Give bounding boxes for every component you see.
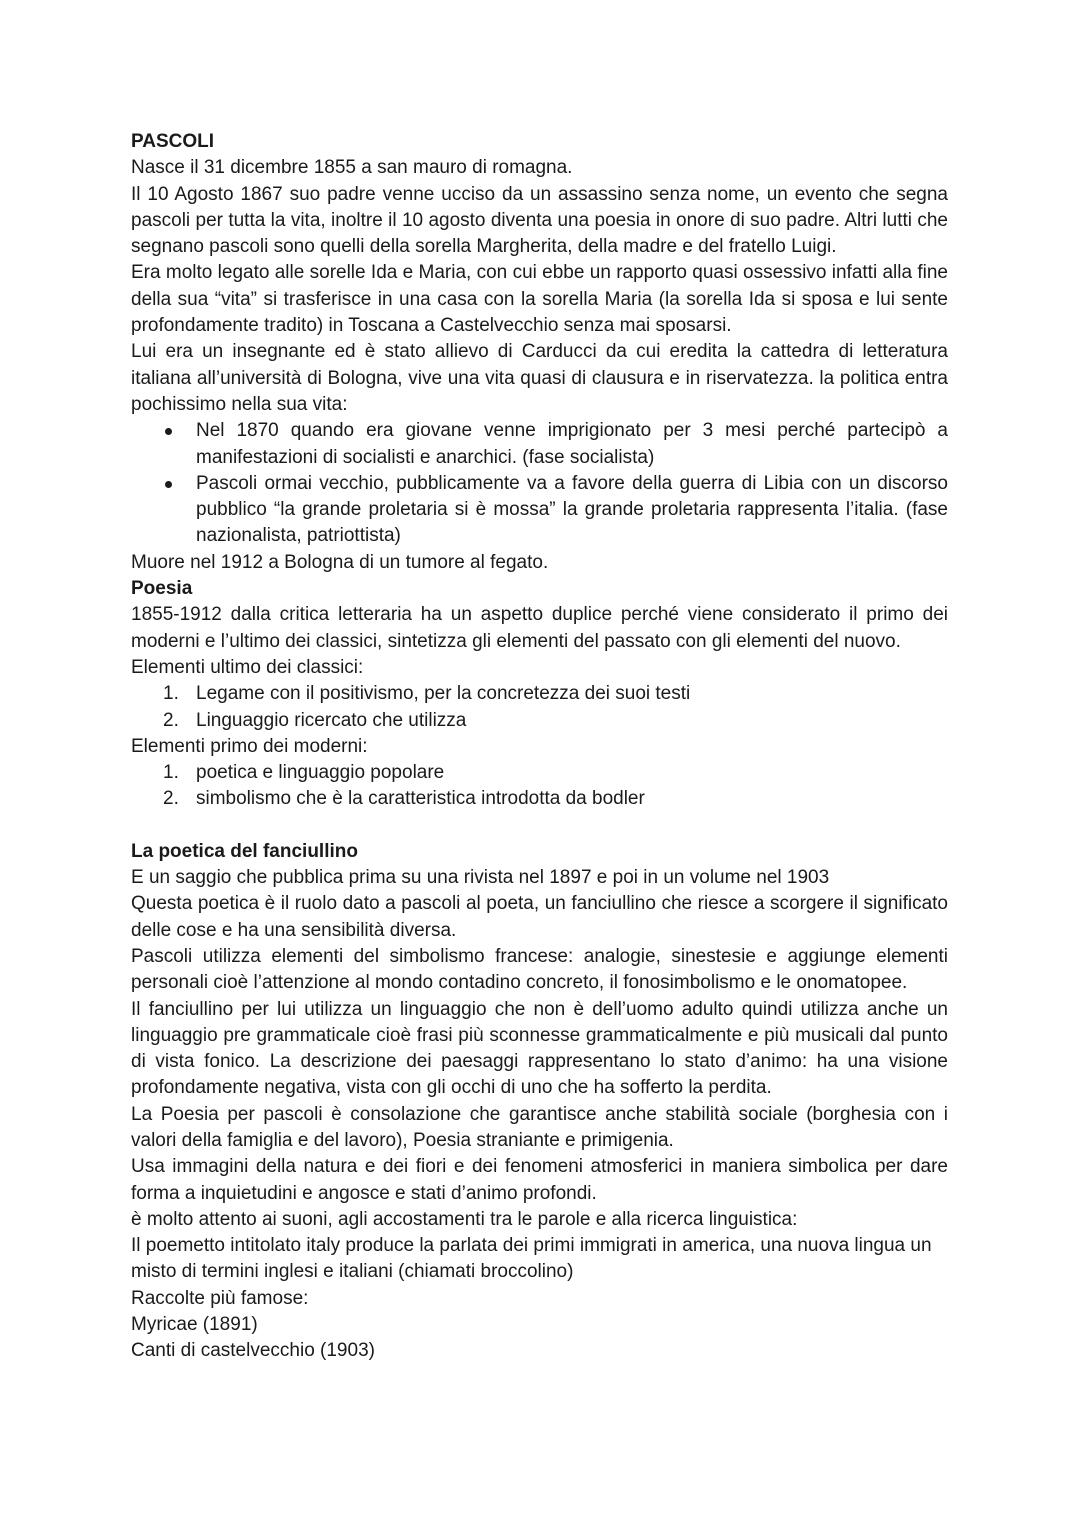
- document-title: PASCOLI: [131, 131, 215, 152]
- bullet-icon: [165, 428, 172, 435]
- list-item: [131, 418, 948, 471]
- document-page: [131, 129, 948, 1365]
- list-number: 2.: [163, 709, 179, 731]
- list-item-text: Linguaggio ricercato che utilizza: [196, 709, 467, 731]
- list-item-text: Legame con il positivismo, per la concretezza dei suoi testi: [196, 683, 691, 705]
- politics-list: [131, 418, 948, 549]
- list-item-text: simbolismo che è la caratteristica introdotta da bodler: [196, 788, 645, 810]
- paragraph-father: Il 10 Agosto 1867 suo padre venne ucciso da un assassino senza nome, un evento che segna pascoli per tutta la vita, inoltre il 10 agosto diventa una poesia in onore di suo padre. Altri lutti che segnano pascoli sono quelli della sorella Margherita, della madre e del fratello Luigi.: [131, 183, 948, 258]
- section-spacer: [131, 813, 948, 839]
- paragraph-birth: Nasce il 31 dicembre 1855 a san mauro di romagna.: [131, 157, 573, 179]
- paragraph-sisters: Era molto legato alle sorelle Ida e Maria, con cui ebbe un rapporto quasi ossessivo infatti alla fine della sua “vita” si trasferisce in una casa con la sorella Maria (la sorella Ida si sposa e lui sente profondamente tradito) in Toscana a Castelvecchio senza mai sposarsi.: [131, 262, 948, 337]
- paragraph-consolazione: La Poesia per pascoli è consolazione che garantisce anche stabilità sociale (borghesia con i valori della famiglia e del lavoro), Poesia straniante e primigenia.: [131, 1103, 948, 1151]
- paragraph-suoni: è molto attento ai suoni, agli accostamenti tra le parole e alla ricerca linguistica:: [131, 1208, 798, 1230]
- list-number: 1.: [163, 762, 179, 784]
- section-heading-poesia: Poesia: [131, 578, 193, 600]
- moderni-list: [131, 760, 948, 813]
- list-number: 2.: [163, 788, 179, 810]
- list-item-text: poetica e linguaggio popolare: [196, 762, 445, 784]
- list-number: 1.: [163, 683, 179, 705]
- moderni-label: Elementi primo dei moderni:: [131, 735, 368, 757]
- raccolta-item: Myricae (1891): [131, 1314, 258, 1336]
- paragraph-simbolismo: Pascoli utilizza elementi del simbolismo francese: analogie, sinestesie e aggiunge elementi personali cioè l’attenzione al mondo contadino concreto, il fonosimbolismo e le onomatopee.: [131, 945, 948, 994]
- paragraph-poesia-intro: 1855-1912 dalla critica letteraria ha un aspetto duplice perché viene considerato il primo dei moderni e l’ultimo dei classici, sintetizza gli elementi del passato con gli elementi del nuovo.: [131, 604, 948, 652]
- paragraph-linguaggio: Il fanciullino per lui utilizza un linguaggio che non è dell’uomo adulto quindi utilizza anche un linguaggio pre grammaticale cioè frasi più sconnesse grammaticalmente e più musicali dal punto di vista fonico. La descrizione dei paesaggi rappresentano lo stato d’animo: ha una visione profondamente negativa, vista con gli occhi di uno che ha sofferto la perdita.: [131, 998, 948, 1099]
- list-item: [131, 786, 948, 812]
- raccolta-item: Canti di castelvecchio (1903): [131, 1340, 375, 1362]
- raccolte-label: Raccolte più famose:: [131, 1287, 309, 1309]
- paragraph-natura: Usa immagini della natura e dei fiori e dei fenomeni atmosferici in maniera simbolica per dare forma a inquietudini e angosce e stati d’animo profondi.: [131, 1156, 948, 1204]
- paragraph-italy: Il poemetto intitolato italy produce la parlata dei primi immigrati in america, una nuova lingua un misto di termini inglesi e italiani (chiamati broccolino): [131, 1235, 932, 1283]
- classici-label: Elementi ultimo dei classici:: [131, 656, 364, 678]
- list-item: [131, 760, 948, 786]
- paragraph-saggio: E un saggio che pubblica prima su una rivista nel 1897 e poi in un volume nel 1903: [131, 867, 830, 889]
- section-heading-fanciullino: La poetica del fanciullino: [131, 840, 358, 862]
- list-item-text: Nel 1870 quando era giovane venne imprigionato per 3 mesi perché partecipò a manifestazioni di socialisti e anarchici. (fase socialista): [196, 420, 948, 468]
- paragraph-ruolo: Questa poetica è il ruolo dato a pascoli al poeta, un fanciullino che riesce a scorgere il significato delle cose e ha una sensibilità diversa.: [131, 893, 948, 941]
- paragraph-death: Muore nel 1912 a Bologna di un tumore al fegato.: [131, 551, 549, 573]
- bullet-icon: [165, 481, 172, 488]
- list-item-text: Pascoli ormai vecchio, pubblicamente va a favore della guerra di Libia con un discorso pubblico “la grande proletaria si è mossa” la grande proletaria rappresenta l’italia. (fase nazionalista, patriottista): [196, 472, 948, 547]
- list-item: [131, 708, 948, 734]
- list-item: [131, 681, 948, 707]
- paragraph-career: Lui era un insegnante ed è stato allievo di Carducci da cui eredita la cattedra di letteratura italiana all’università di Bologna, vive una vita quasi di clausura e in riservatezza. la politica entra pochissimo nella sua vita:: [131, 341, 948, 415]
- classici-list: [131, 681, 948, 734]
- list-item: [131, 471, 948, 550]
